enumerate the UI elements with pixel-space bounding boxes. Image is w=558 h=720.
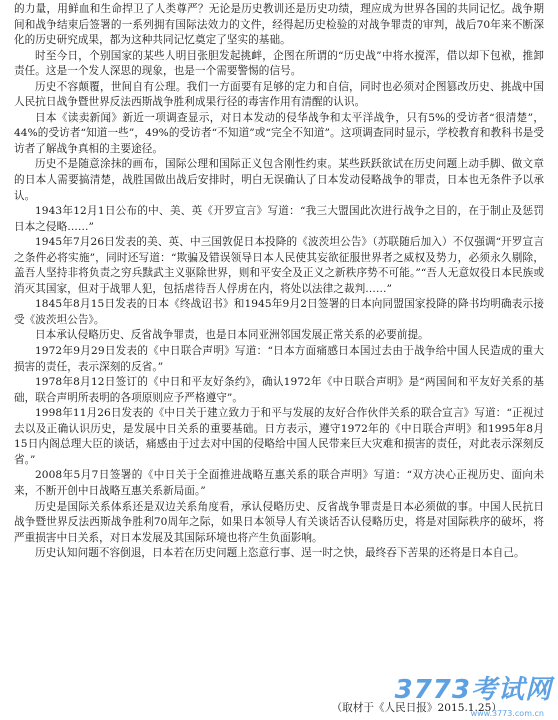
paragraph-10: 1972年9月29日发表的《中日联合声明》写道：“日本方面痛感日本国过去由于战争给中国人民造成的重大损害的责任，表示深刻的反省。” xyxy=(14,345,544,373)
paragraph-15: 历史认知问题不容倒退，日本若在历史问题上恣意行事、逞一时之快，最终吞下苦果的还将是日本自己。 xyxy=(35,547,525,560)
article-source: （取材于《人民日报》2015.1.25） xyxy=(331,702,502,714)
paragraph-14: 历史是国际关系体系还是双边关系角度看，承认侵略历史、反省战争罪责是日本必须做的事。中国人民抗日战争暨世界反法西斯战争胜利70周年之际，如果日本领导人有关谈话否认侵略历史，将是对国际秩序的破坏，将严重损害中日关系，对日本发展及其国际环境也将产生负面影响。 xyxy=(14,500,544,544)
paragraph-7: 1945年7月26日发表的美、英、中三国敦促日本投降的《波茨坦公告》（苏联随后加入）不仅强调“开罗宣言之条件必将实施”，同时还写道：“欺骗及错误领导日本人民使其妄欲征服世界者之威权及势力，必须永久剔除，盖吾人坚持非将负责之穷兵黩武主义驱除世界，则和平安全及正义之新秩序势不可能。”“吾人无意奴役日本民族或消灭其国家，但对于战罪人犯，包括虐待吾人俘虏在内，将处以法律之裁判……” xyxy=(14,236,544,295)
watermark-logo: 3773考试网 xyxy=(394,675,552,705)
paragraph-5: 历史不是随意涂抹的画布，国际公理和国际正义包含刚性约束。某些跃跃欲试在历史问题上动手脚、做文章的日本人需要搞清楚，战胜国做出战后安排时，明白无误确认了日本发动侵略战争的罪责，日本也无条件予以承认。 xyxy=(14,158,544,202)
paragraph-9: 日本承认侵略历史、反省战争罪责，也是日本同亚洲邻国发展正常关系的必要前提。 xyxy=(35,329,429,342)
paragraph-2: 时至今日，个别国家的某些人明目张胆发起挑衅，企图在所谓的“历史战”中将水搅浑，借以却下包袱，推卸责任。这是一个发人深思的现象，也是一个需要警惕的信号。 xyxy=(14,49,544,78)
paragraph-4: 日本《读卖新闻》新近一项调查显示，对日本发动的侵华战争和太平洋战争，只有5%的受访者“很清楚”，44%的受访者“知道一些”，49%的受访者“不知道”或“完全不知道”。这项调查同时显示，学校教育和教科书是受访者了解战争真相的主要途径。 xyxy=(14,111,544,155)
watermark-url: www.3773.com.cn xyxy=(470,709,544,718)
paragraph-8: 1845年8月15日发表的日本《终战诏书》和1945年9月2日签署的日本向同盟国家投降的降书均明确表示接受《波茨坦公告》。 xyxy=(14,298,544,326)
paragraph-1: 的力量，用鲜血和生命捍卫了人类尊严？无论是历史教训还是历史功绩，理应成为世界各国的共同记忆。战争期间和战争结束后签署的一系列拥有国际法效力的文件，经得起历史检验的对战争罪责的审判，战后70年来不断深化的历史研究成果，都为这种共同记忆奠定了坚实的基础。 xyxy=(14,3,544,47)
paragraph-6: 1943年12月1日公布的中、美、英《开罗宣言》写道：“我三大盟国此次进行战争之目的，在于制止及惩罚日本之侵略……” xyxy=(14,205,544,233)
paragraph-11: 1978年8月12日签订的《中日和平友好条约》，确认1972年《中日联合声明》是“两国间和平友好关系的基础，联合声明所表明的各项原则应予严格遵守”。 xyxy=(14,376,544,404)
article-body xyxy=(14,2,544,718)
paragraph-3: 历史不容颠覆，世间自有公理。我们一方面要有足够的定力和自信，同时也必须对企图篡改历史、挑战中国人民抗日战争暨世界反法西斯战争胜利成果行径的毒害作用有清醒的认识。 xyxy=(14,80,544,109)
paragraph-13: 2008年5月7日签署的《中日关于全面推进战略互惠关系的联合声明》写道：“双方决心正视历史、面向未来，不断开创中日战略互惠关系新局面。” xyxy=(14,469,544,497)
paragraph-12: 1998年11月26日发表的《中日关于建立致力于和平与发展的友好合作伙伴关系的联合宣言》写道：“正视过去以及正确认识历史，是发展中日关系的重要基础。日方表示，遵守1972年的《中日联合声明》和1995年8月15日内阁总理大臣的谈话，痛感由于过去对中国的侵略给中国人民带来巨大灾难和损害的责任，对此表示深刻反省。” xyxy=(14,407,544,466)
